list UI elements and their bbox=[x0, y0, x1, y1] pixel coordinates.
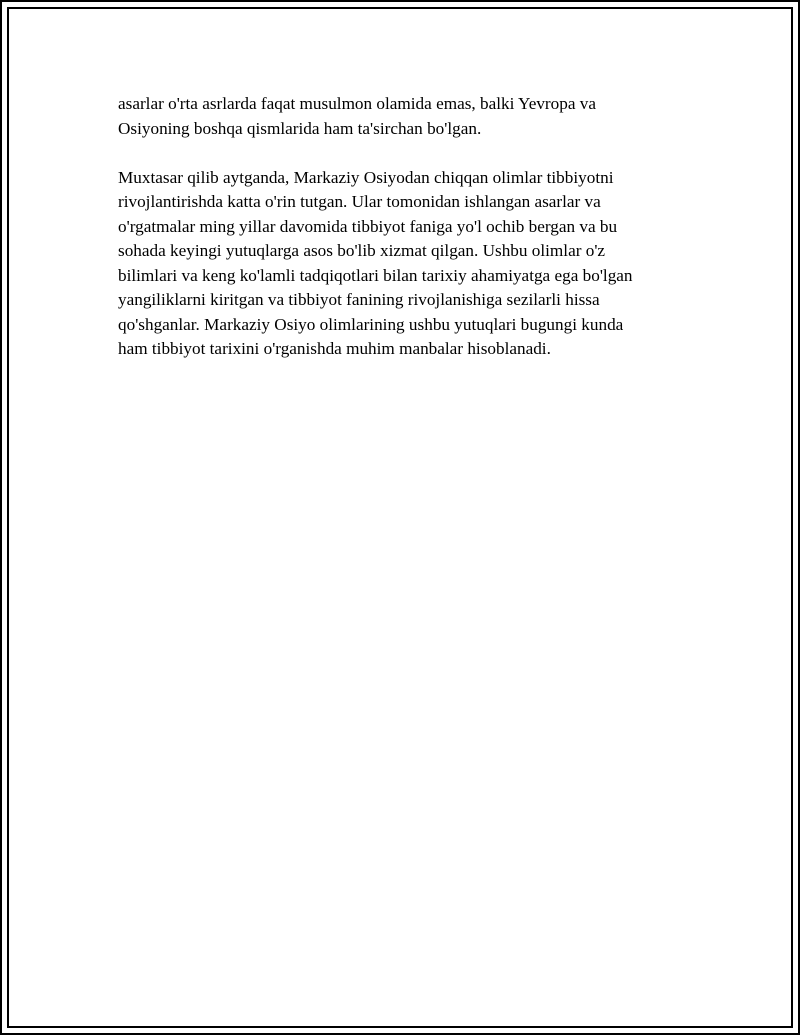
paragraph-2 bbox=[118, 166, 678, 362]
text-line: ham tibbiyot tarixini o'rganishda muhim manbalar hisoblanadi. bbox=[118, 339, 551, 358]
text-line: Muxtasar qilib aytganda, Markaziy Osiyodan chiqqan olimlar tibbiyotni bbox=[118, 167, 614, 187]
document-body bbox=[118, 92, 678, 362]
text-line: bilimlari va keng ko'lamli tadqiqotlari bilan tarixiy ahamiyatga ega bo'lgan bbox=[118, 265, 633, 285]
text-line: o'rgatmalar ming yillar davomida tibbiyot faniga yo'l ochib bergan va bu bbox=[118, 216, 618, 236]
text-line: qo'shganlar. Markaziy Osiyo olimlarining ushbu yutuqlari bugungi kunda bbox=[118, 314, 624, 334]
text-line: rivojlantirishda katta o'rin tutgan. Ular tomonidan ishlangan asarlar va bbox=[118, 192, 601, 211]
text-line: asarlar o'rta asrlarda faqat musulmon olamida emas, balki Yevropa va bbox=[118, 94, 596, 113]
text-line: yangiliklarni kiritgan va tibbiyot fanining rivojlanishiga sezilarli hissa bbox=[118, 290, 600, 309]
paragraph-1 bbox=[118, 92, 678, 141]
text-line: sohada keyingi yutuqlarga asos bo'lib xizmat qilgan. Ushbu olimlar o'z bbox=[118, 241, 606, 260]
paragraph-spacing bbox=[118, 141, 678, 166]
text-line: Osiyoning boshqa qismlarida ham ta'sirchan bo'lgan. bbox=[118, 118, 482, 138]
